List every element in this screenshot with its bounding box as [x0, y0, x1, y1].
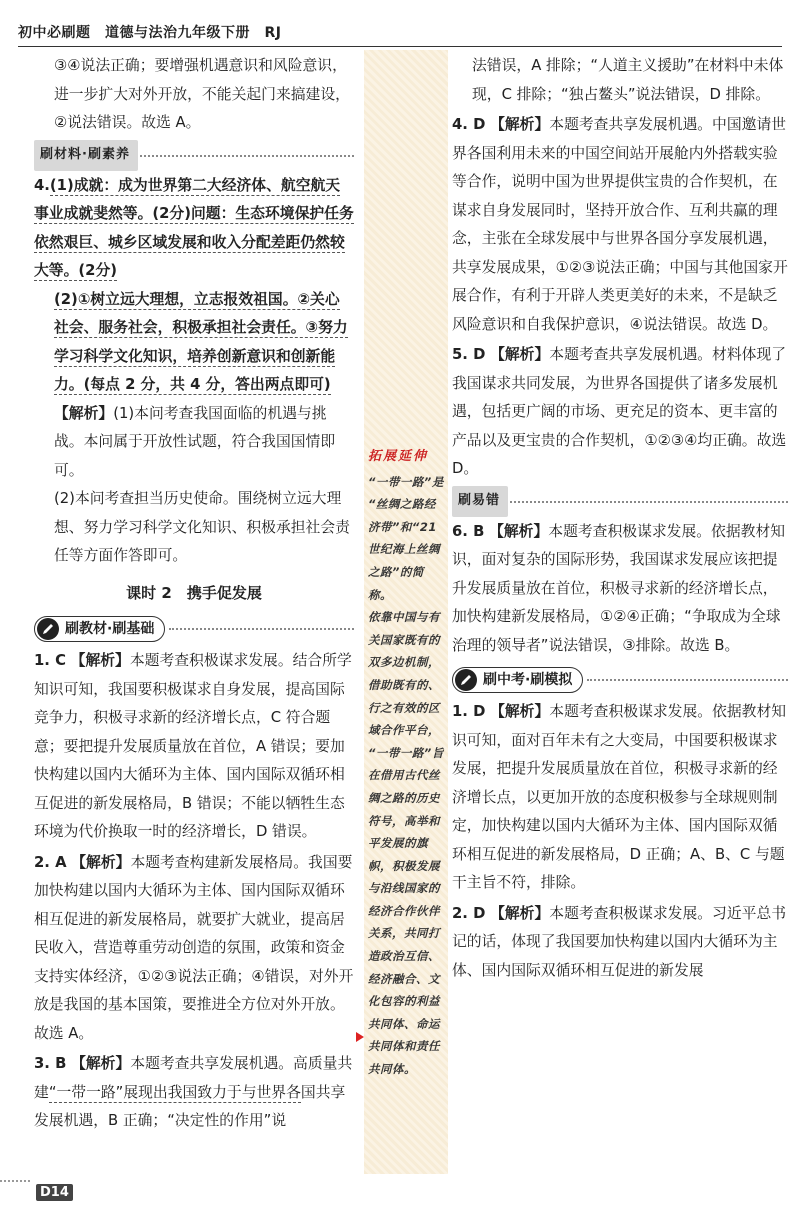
- q3-number: 3. B: [34, 1055, 67, 1072]
- sidebar-line: 造政治互信、: [368, 949, 440, 964]
- sidebar-line: 平发展的旗: [368, 836, 428, 851]
- q4-answer-part1: (1)成就：成为世界第二大经济体、航空航天事业成就斐然等。(2分)问题：生态环境保护任务依然艰巨、城乡区域发展和收入分配差距仍然较大等。(2分): [34, 176, 354, 279]
- r-q5-text: 本题考查共享发展机遇。材料体现了我国谋求共同发展，为世界各国提供了诸多发展机遇，包括更广阔的市场、更充足的资本、更丰富的产品以及更宝贵的合作契机，①②③④均正确。故选 D。: [452, 346, 787, 477]
- sidebar-line: 依靠中国与有: [368, 610, 440, 625]
- section-exam: [452, 666, 788, 694]
- right-column: [452, 52, 788, 985]
- e2-number: 2. D: [452, 904, 486, 922]
- continued-answer: ③④说法正确；要增强机遇意识和风险意识，进一步扩大对外开放，不能关起门来搞建设，②说法错误。故选 A。: [54, 57, 350, 131]
- sidebar-line: 在借用古代丝: [368, 768, 440, 783]
- header-divider: [18, 46, 782, 47]
- e1-number: 1. D: [452, 703, 486, 720]
- sidebar-title: 拓展延伸: [368, 449, 429, 464]
- sidebar-text: [368, 471, 446, 1081]
- section-textbook: [34, 615, 354, 643]
- e2-answer: [452, 900, 788, 986]
- q4-explanation-2: (2)本问考查担当历史使命。围绕树立远大理想、努力学习科学文化知识、积极承担社会责任等方面作答即可。: [54, 490, 350, 564]
- sidebar-line: 域合作平台，: [368, 723, 440, 738]
- sidebar-line: 化包容的利益: [368, 994, 440, 1009]
- dotted-divider: [510, 501, 788, 503]
- page-header: 初中必刷题 道德与法治九年级下册 RJ: [18, 25, 282, 41]
- q3-text-b: 国共享发展机遇，B 正确；“决定性的作用”说: [34, 1083, 346, 1129]
- sidebar-line: 帜，积极发展: [368, 858, 440, 873]
- q1-number: 1. C: [34, 652, 66, 669]
- r-q4-number: 4. D: [452, 116, 486, 133]
- q3-answer: [34, 1050, 354, 1136]
- lesson-title: 课时 2 携手促发展: [126, 583, 262, 602]
- q4-answer-2: [34, 286, 354, 400]
- analysis-tag: 【解析】: [490, 703, 550, 720]
- section-material-label: 刷材料·刷素养: [34, 140, 138, 171]
- r-q5-number: 5. D: [452, 346, 486, 363]
- corner-mark: [0, 1180, 30, 1223]
- analysis-tag: 【解析】: [70, 652, 130, 669]
- sidebar-line: 共同体。: [368, 1062, 416, 1077]
- q3-text-a: 本题考查共享发展机遇。高质量共建: [34, 1055, 353, 1101]
- analysis-tag: 【解析】: [71, 853, 131, 871]
- dotted-divider: [587, 679, 788, 681]
- page-number: D14: [36, 1184, 73, 1201]
- section-material: [34, 144, 354, 168]
- pencil-icon: [455, 669, 477, 691]
- analysis-tag: 【解析】: [489, 522, 549, 540]
- arrow-icon: [356, 1032, 364, 1042]
- q1-answer: [34, 647, 354, 847]
- sidebar-line: 济带”和“21: [368, 519, 437, 534]
- r-q6-answer: [452, 518, 788, 661]
- extension-sidebar: [368, 446, 446, 1081]
- r-q5-answer: [452, 341, 788, 484]
- pencil-icon: [37, 618, 59, 640]
- sidebar-line: “丝绸之路经: [368, 497, 436, 512]
- e2-text: 本题考查积极谋求发展。习近平总书记的话，体现了我国要加快构建以国内大循环为主体、国内国际双循环相互促进的新发展: [452, 904, 787, 979]
- sidebar-line: 与沿线国家的: [368, 881, 440, 896]
- sidebar-line: 借助既有的、: [368, 677, 440, 692]
- q2-text: 本题考查构建新发展格局。我国要加快构建以国内大循环为主体、国内国际双循环相互促进的新发展格局，就要扩大就业，提高居民收入，营造尊重劳动创造的氛围，政策和资金支持实体经济，①②③说法正确；④错误，对外开放是我国的基本国策，要推进全方位对外开放。故选 A。: [34, 853, 354, 1042]
- analysis-tag: 【解析】: [490, 904, 550, 922]
- e1-answer: [452, 698, 788, 898]
- analysis-tag: 【解析】: [54, 404, 114, 422]
- sidebar-line: 关系，共同打: [368, 926, 440, 941]
- sidebar-line: 世纪海上丝绸: [368, 542, 440, 557]
- left-column: [34, 52, 354, 1136]
- analysis-tag: 【解析】: [71, 1055, 131, 1072]
- section-error-label: 刷易错: [452, 486, 508, 517]
- e1-text: 本题考查积极谋求发展。依据教材知识可知，面对百年未有之大变局，中国要积极谋求发展，把提升发展质量放在首位，积极寻求新的经济增长点，以更加开放的态度积极参与全球规则制定，加快构建以国内大循环为主体、国内国际双循环相互促进的新发展格局，D 正确；A、B、C 与题干主旨不符，排除。: [452, 703, 787, 891]
- continued-answer-right: 法错误，A 排除；“人道主义援助”在材料中未体现，C 排除；“独占鳌头”说法错误，D 排除。: [472, 57, 784, 103]
- section-textbook-badge: [34, 616, 165, 642]
- q2-number: 2. A: [34, 853, 67, 871]
- q1-text: 本题考查积极谋求发展。结合所学知识可知，我国要积极谋求自身发展，提高国际竞争力，积极寻求新的经济增长点，C 符合题意；要把提升发展质量放在首位，A 错误；要加快构建以国内大循环为主体、国内国际双循环相互促进的新发展格局，B 错误；不能以牺牲生态环境为代价换取一时的经济增长，D 错误。: [34, 652, 352, 840]
- sidebar-line: 经济合作伙伴: [368, 903, 440, 918]
- sidebar-line: “一带一路”是: [368, 474, 444, 489]
- sidebar-line: 共同体、命运: [368, 1016, 440, 1031]
- sidebar-line: 经济融合、文: [368, 971, 440, 986]
- r-q4-text: 本题考查共享发展机遇。中国邀请世界各国利用未来的中国空间站开展舱内外搭载实验等合作，说明中国为世界提供宝贵的合作契机，在谋求自身发展同时，坚持开放合作、互利共赢的理念，主张在全球发展中与世界各国分享发展机遇，共享发展成果，①②③说法正确；中国与其他国家开展合作，有利于开辟人类更美好的未来，不是缺乏风险意识和自我保护意识，④说法错误。故选 D。: [452, 116, 788, 333]
- sidebar-line: 关国家既有的: [368, 632, 440, 647]
- r-q6-number: 6. B: [452, 522, 485, 540]
- analysis-tag: 【解析】: [490, 346, 550, 363]
- q4-answer: [34, 172, 354, 286]
- analysis-tag: 【解析】: [490, 116, 550, 133]
- r-q6-text: 本题考查积极谋求发展。依据教材知识，面对复杂的国际形势，我国谋求发展应该把提升发展质量放在首位，积极寻求新的经济增长点，加快构建新发展格局，①②④正确；“争取成为全球治理的领导者”说法错误，③排除。故选 B。: [452, 522, 786, 654]
- dotted-divider: [140, 155, 354, 157]
- section-exam-label: 刷中考·刷模拟: [483, 671, 573, 688]
- q3-text-underlined: “一带一路”展现出我国致力于与世界各: [48, 1083, 301, 1101]
- q4-answer-part2: (2)①树立远大理想，立志报效祖国。②关心社会、服务社会，积极承担社会责任。③努力学习科学文化知识，培养创新意识和创新能力。(每点 2 分，共 4 分，答出两点即可): [54, 290, 348, 393]
- sidebar-line: 共同体和责任: [368, 1039, 440, 1054]
- sidebar-line: 符号，高举和: [368, 813, 440, 828]
- r-q4-answer: [452, 111, 788, 339]
- sidebar-line: 绸之路的历史: [368, 790, 440, 805]
- sidebar-line: 行之有效的区: [368, 700, 440, 715]
- dotted-divider: [169, 628, 354, 630]
- sidebar-line: 双多边机制，: [368, 655, 440, 670]
- q2-answer: [34, 849, 354, 1049]
- q4-number: 4.: [34, 176, 50, 194]
- section-textbook-label: 刷教材·刷基础: [65, 620, 155, 637]
- sidebar-line: “一带一路”旨: [368, 745, 444, 760]
- sidebar-line: 之路”的简称。: [368, 564, 424, 602]
- section-error: [452, 490, 788, 514]
- q4-explanation: [34, 400, 354, 486]
- section-exam-badge: [452, 667, 583, 693]
- q4-exp-1: (1)本问考查我国面临的机遇与挑战。本问属于开放性试题，符合我国国情即可。: [54, 404, 336, 479]
